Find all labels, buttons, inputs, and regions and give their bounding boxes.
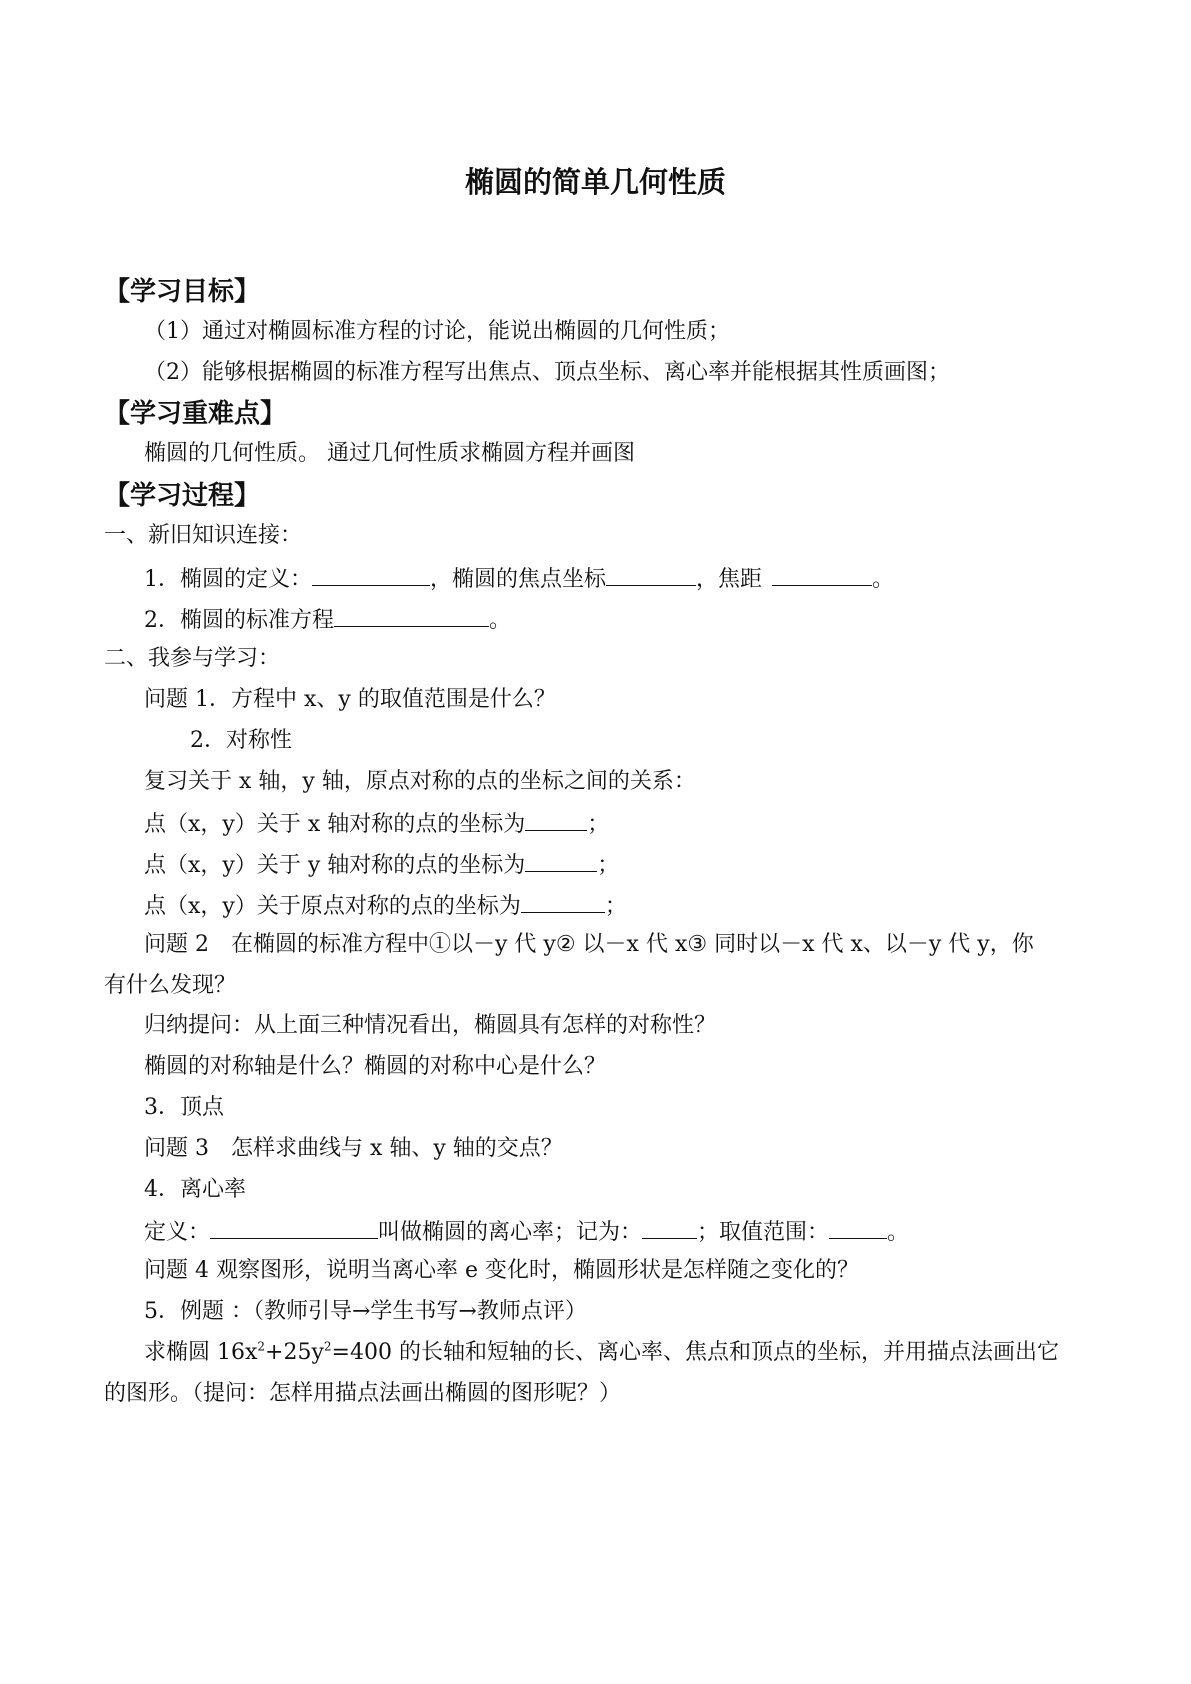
vertex-heading: 3．顶点 xyxy=(144,1095,224,1120)
standard-equation-blank[interactable] xyxy=(334,604,489,627)
objectives-heading: 【学习目标】 xyxy=(104,277,261,307)
focal-distance-label: ，焦距 xyxy=(696,567,763,592)
symmetry-x-blank[interactable] xyxy=(525,808,587,831)
focal-distance-blank[interactable] xyxy=(772,563,872,586)
exponent: 2 xyxy=(257,1339,266,1354)
objective-item-2: （2）能够根据椭圆的标准方程写出焦点、顶点坐标、离心率并能根据其性质画图； xyxy=(144,360,950,385)
symmetry-origin-blank[interactable] xyxy=(521,890,605,913)
example-part-c: =400 的长轴和短轴的长、离心率、焦点和顶点的坐标，并用描点法画出它 xyxy=(331,1340,1059,1365)
exponent: 2 xyxy=(323,1339,332,1354)
semicolon: ； xyxy=(587,812,610,837)
standard-equation-label: 2．椭圆的标准方程 xyxy=(144,608,334,633)
notation-label: 叫做椭圆的离心率；记为： xyxy=(378,1220,643,1245)
semicolon: ； xyxy=(597,853,620,878)
example-part-b: +25y xyxy=(265,1340,324,1365)
example-text-line-2: 的图形。（提问：怎样用描点法画出椭圆的图形呢？） xyxy=(104,1381,622,1406)
part1-title: 一、新旧知识连接： xyxy=(104,523,303,548)
axis-center-question: 椭圆的对称轴是什么？椭圆的对称中心是什么？ xyxy=(144,1054,607,1079)
line-end: 。 xyxy=(489,608,512,633)
definition-blank[interactable] xyxy=(312,563,430,586)
question-2-line-1: 问题 2 在椭圆的标准方程中①以－y 代 y② 以－x 代 x③ 同时以－x 代 x、以－y 代 y，你 xyxy=(144,932,1034,957)
symmetry-y-blank[interactable] xyxy=(525,849,597,872)
focus-blank[interactable] xyxy=(606,563,696,586)
line-end: 。 xyxy=(872,567,895,592)
question-2-line-2: 有什么发现？ xyxy=(104,973,237,998)
key-points-heading: 【学习重难点】 xyxy=(104,399,287,429)
example-heading: 5．例题 ：（教师引导→学生书写→教师点评） xyxy=(144,1299,587,1324)
symmetry-x-line xyxy=(144,808,609,839)
definition-prefix: 定义： xyxy=(144,1220,211,1245)
question-3: 问题 3 怎样求曲线与 x 轴、y 轴的交点？ xyxy=(144,1136,563,1161)
symmetry-x-label: 点（x，y）关于 x 轴对称的点的坐标为 xyxy=(144,812,526,837)
question-4: 问题 4 观察图形，说明当离心率 e 变化时，椭圆形状是怎样随之变化的？ xyxy=(144,1258,859,1283)
focus-label: ，椭圆的焦点坐标 xyxy=(430,567,607,592)
example-part-a: 求椭圆 16x xyxy=(144,1340,258,1365)
symmetry-y-line xyxy=(144,849,619,880)
eccentricity-definition-line xyxy=(144,1216,909,1247)
question-1: 问题 1．方程中 x、y 的取值范围是什么？ xyxy=(144,687,556,712)
eccentricity-range-blank[interactable] xyxy=(829,1216,887,1239)
line-end: 。 xyxy=(887,1220,910,1245)
definition-label: 1．椭圆的定义： xyxy=(144,567,312,592)
symmetry-origin-line xyxy=(144,890,627,921)
page-title: 椭圆的简单几何性质 xyxy=(464,165,726,199)
range-label: ；取值范围： xyxy=(697,1220,830,1245)
eccentricity-heading: 4．离心率 xyxy=(144,1177,246,1202)
eccentricity-definition-blank[interactable] xyxy=(210,1216,378,1239)
induction-question: 归纳提问：从上面三种情况看出，椭圆具有怎样的对称性？ xyxy=(144,1013,717,1038)
symmetry-heading: 2．对称性 xyxy=(190,728,292,753)
definition-line xyxy=(144,563,894,594)
symmetry-y-label: 点（x，y）关于 y 轴对称的点的坐标为 xyxy=(144,853,526,878)
example-text-line-1 xyxy=(144,1339,1059,1367)
semicolon: ； xyxy=(604,894,627,919)
review-text: 复习关于 x 轴，y 轴，原点对称的点的坐标之间的关系： xyxy=(144,769,696,794)
symmetry-origin-label: 点（x，y）关于原点对称的点的坐标为 xyxy=(144,894,521,919)
process-heading: 【学习过程】 xyxy=(104,481,261,511)
standard-equation-line xyxy=(144,604,511,635)
part2-title: 二、我参与学习： xyxy=(104,646,281,671)
objective-item-1: （1）通过对椭圆标准方程的讨论，能说出椭圆的几何性质； xyxy=(144,319,730,344)
key-points-text: 椭圆的几何性质。 通过几何性质求椭圆方程并画图 xyxy=(144,441,635,466)
eccentricity-notation-blank[interactable] xyxy=(642,1216,697,1239)
